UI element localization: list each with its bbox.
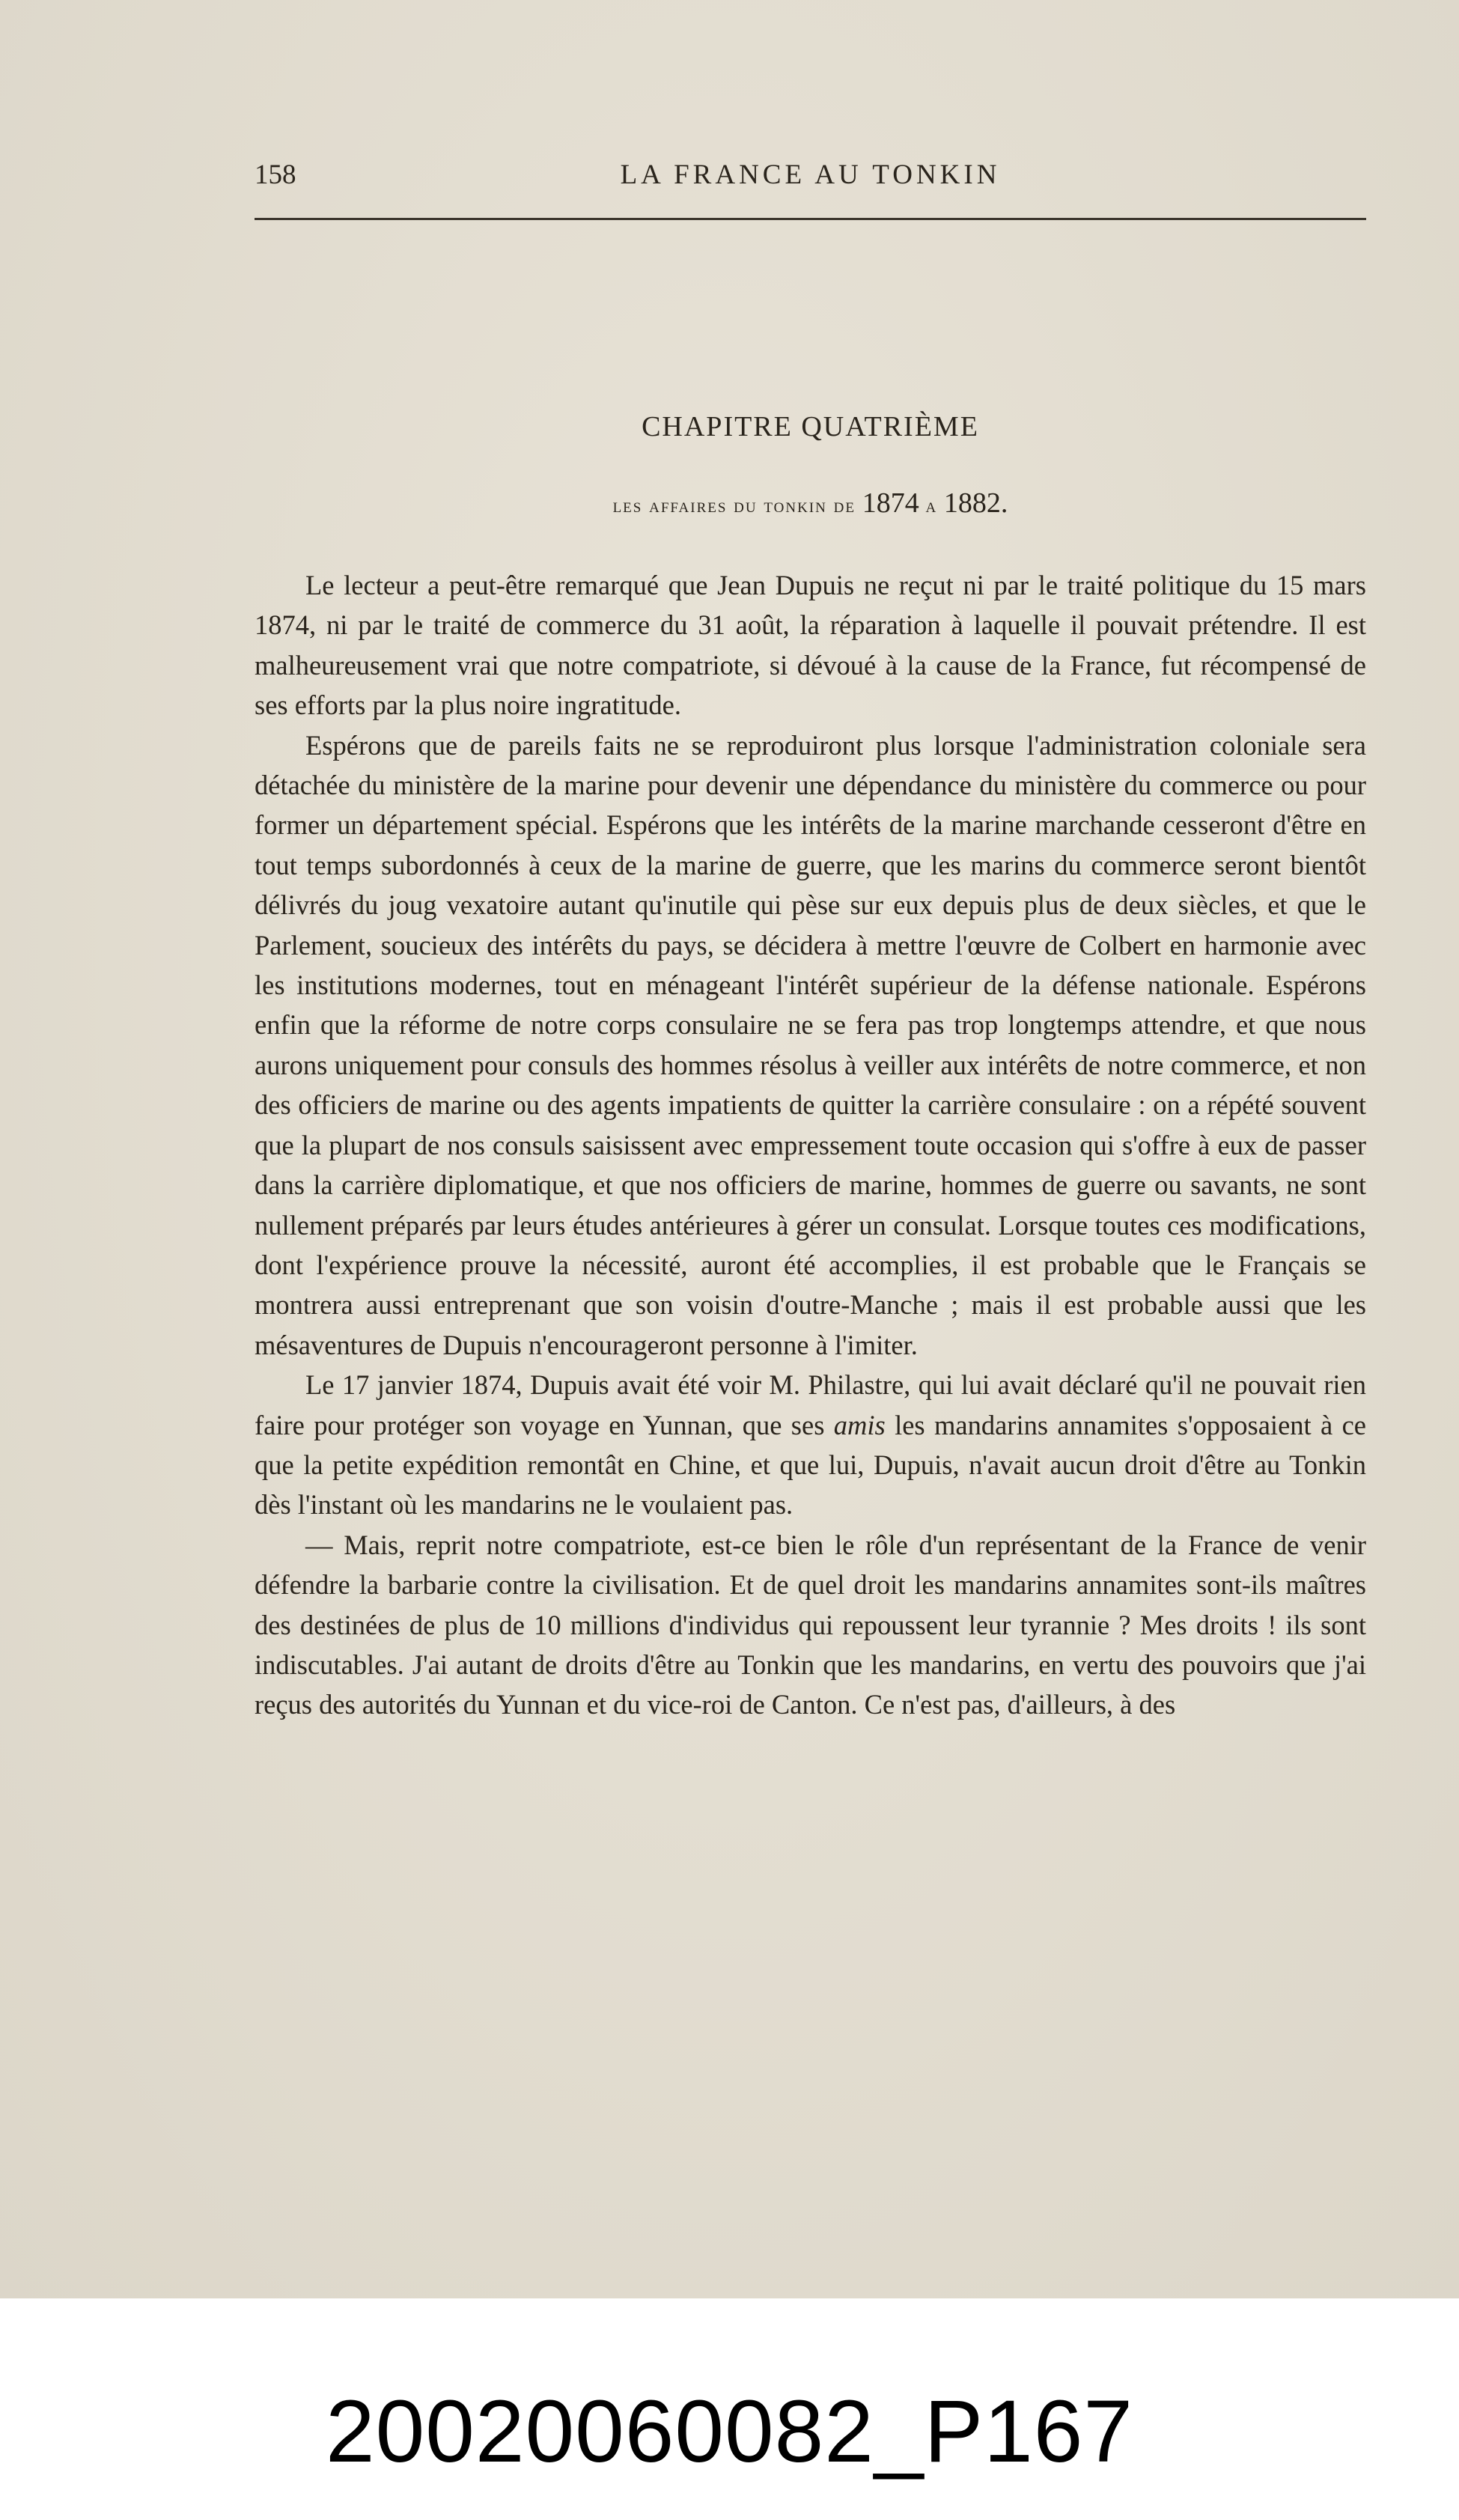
running-head: [255, 159, 1366, 204]
subtitle-prefix: les affaires du tonkin de: [612, 494, 862, 517]
paragraph-3: [255, 1365, 1366, 1525]
chapter-title: CHAPITRE QUATRIÈME: [642, 411, 979, 442]
image-caption: 20020060082_P167: [325, 2382, 1134, 2481]
paragraph-1: Le lecteur a peut-être remarqué que Jean Dupuis ne reçut ni par le traité politique du 15 mars 1874, ni par le traité de commerce du 31 août, la réparation à laquelle il pouvait prétendre. Il est malheureusement vrai que notre compatriote, si dévoué à la cause de la France, fut récompensé de ses efforts par la plus noire ingratitude.: [255, 570, 1366, 721]
subtitle-middle: a: [919, 494, 944, 517]
header-rule: [255, 218, 1366, 220]
subtitle-year-end: 1882.: [943, 487, 1008, 519]
paragraph-3-part-1: Le 17 janvier 1874, Dupuis avait été voir M. Philastre, qui lui avait déclaré qu'il ne pouvait rien faire pour protéger son voyage en Yunnan, que ses: [255, 1369, 1366, 1440]
paragraph-2: Espérons que de pareils faits ne se reproduiront plus lorsque l'administration coloniale sera détachée du ministère de la marine pour devenir une dépendance du ministère du commerce ou pour former un département spécial. Espérons que les intérêts de la marine marchande cesseront d'être en tout temps subordonnés à ceux de la marine de guerre, que les marins du commerce seront bientôt délivrés du joug vexatoire autant qu'inutile qui pèse sur eux depuis plus de deux siècles, et que le Parlement, soucieux des intérêts du pays, se décidera à mettre l'œuvre de Colbert en harmonie avec les institutions modernes, tout en ménageant l'intérêt supérieur de la défense nationale. Espérons enfin que la réforme de notre corps consulaire ne se fera pas trop longtemps attendre, et que nous aurons uniquement pour consuls des hommes résolus à veiller aux intérêts de notre commerce, et non des officiers de marine ou des agents impatients de quitter la carrière consulaire : on a répété souvent que la plupart de nos consuls saisissent avec empressement toute occasion qui s'offre à eux de passer dans la carrière diplomatique, et que nos officiers de marine, hommes de guerre ou savants, ne sont nullement préparés par leurs études antérieures à gérer un consulat. Lorsque toutes ces modifications, dont l'expérience prouve la nécessité, auront été accomplies, il est probable que le Français se montrera aussi entreprenant que son voisin d'outre-Manche ; mais il est probable aussi que les mésaventures de Dupuis n'encourageront personne à l'imiter.: [255, 729, 1366, 1360]
paragraph-4: — Mais, reprit notre compatriote, est-ce bien le rôle d'un représentant de la France de venir défendre la barbarie contre la civilisation. Et de quel droit les mandarins annamites sont-ils maîtres des destinées de plus de 10 millions d'individus qui repoussent leur tyrannie ? Mes droits ! ils sont indiscutables. J'ai autant de droits d'être au Tonkin que les mandarins, en vertu des pouvoirs que j'ai reçus des autorités du Yunnan et du vice-roi de Canton. Ce n'est pas, d'ailleurs, à des: [255, 1529, 1366, 1720]
chapter-subtitle: [255, 487, 1366, 520]
italic-word: amis: [833, 1409, 886, 1440]
page-number: 158: [255, 159, 296, 190]
paragraph-3-part-2: les mandarins annamites s'opposaient à ce que la petite expédition remontât en Chine, et que lui, Dupuis, n'avait aucun droit d'être au Tonkin dès l'instant où les mandarins ne le voulaient pas.: [255, 1409, 1366, 1521]
body-text: [255, 565, 1366, 1725]
running-title: LA FRANCE AU TONKIN: [620, 159, 1001, 190]
subtitle-year-start: 1874: [862, 487, 919, 519]
